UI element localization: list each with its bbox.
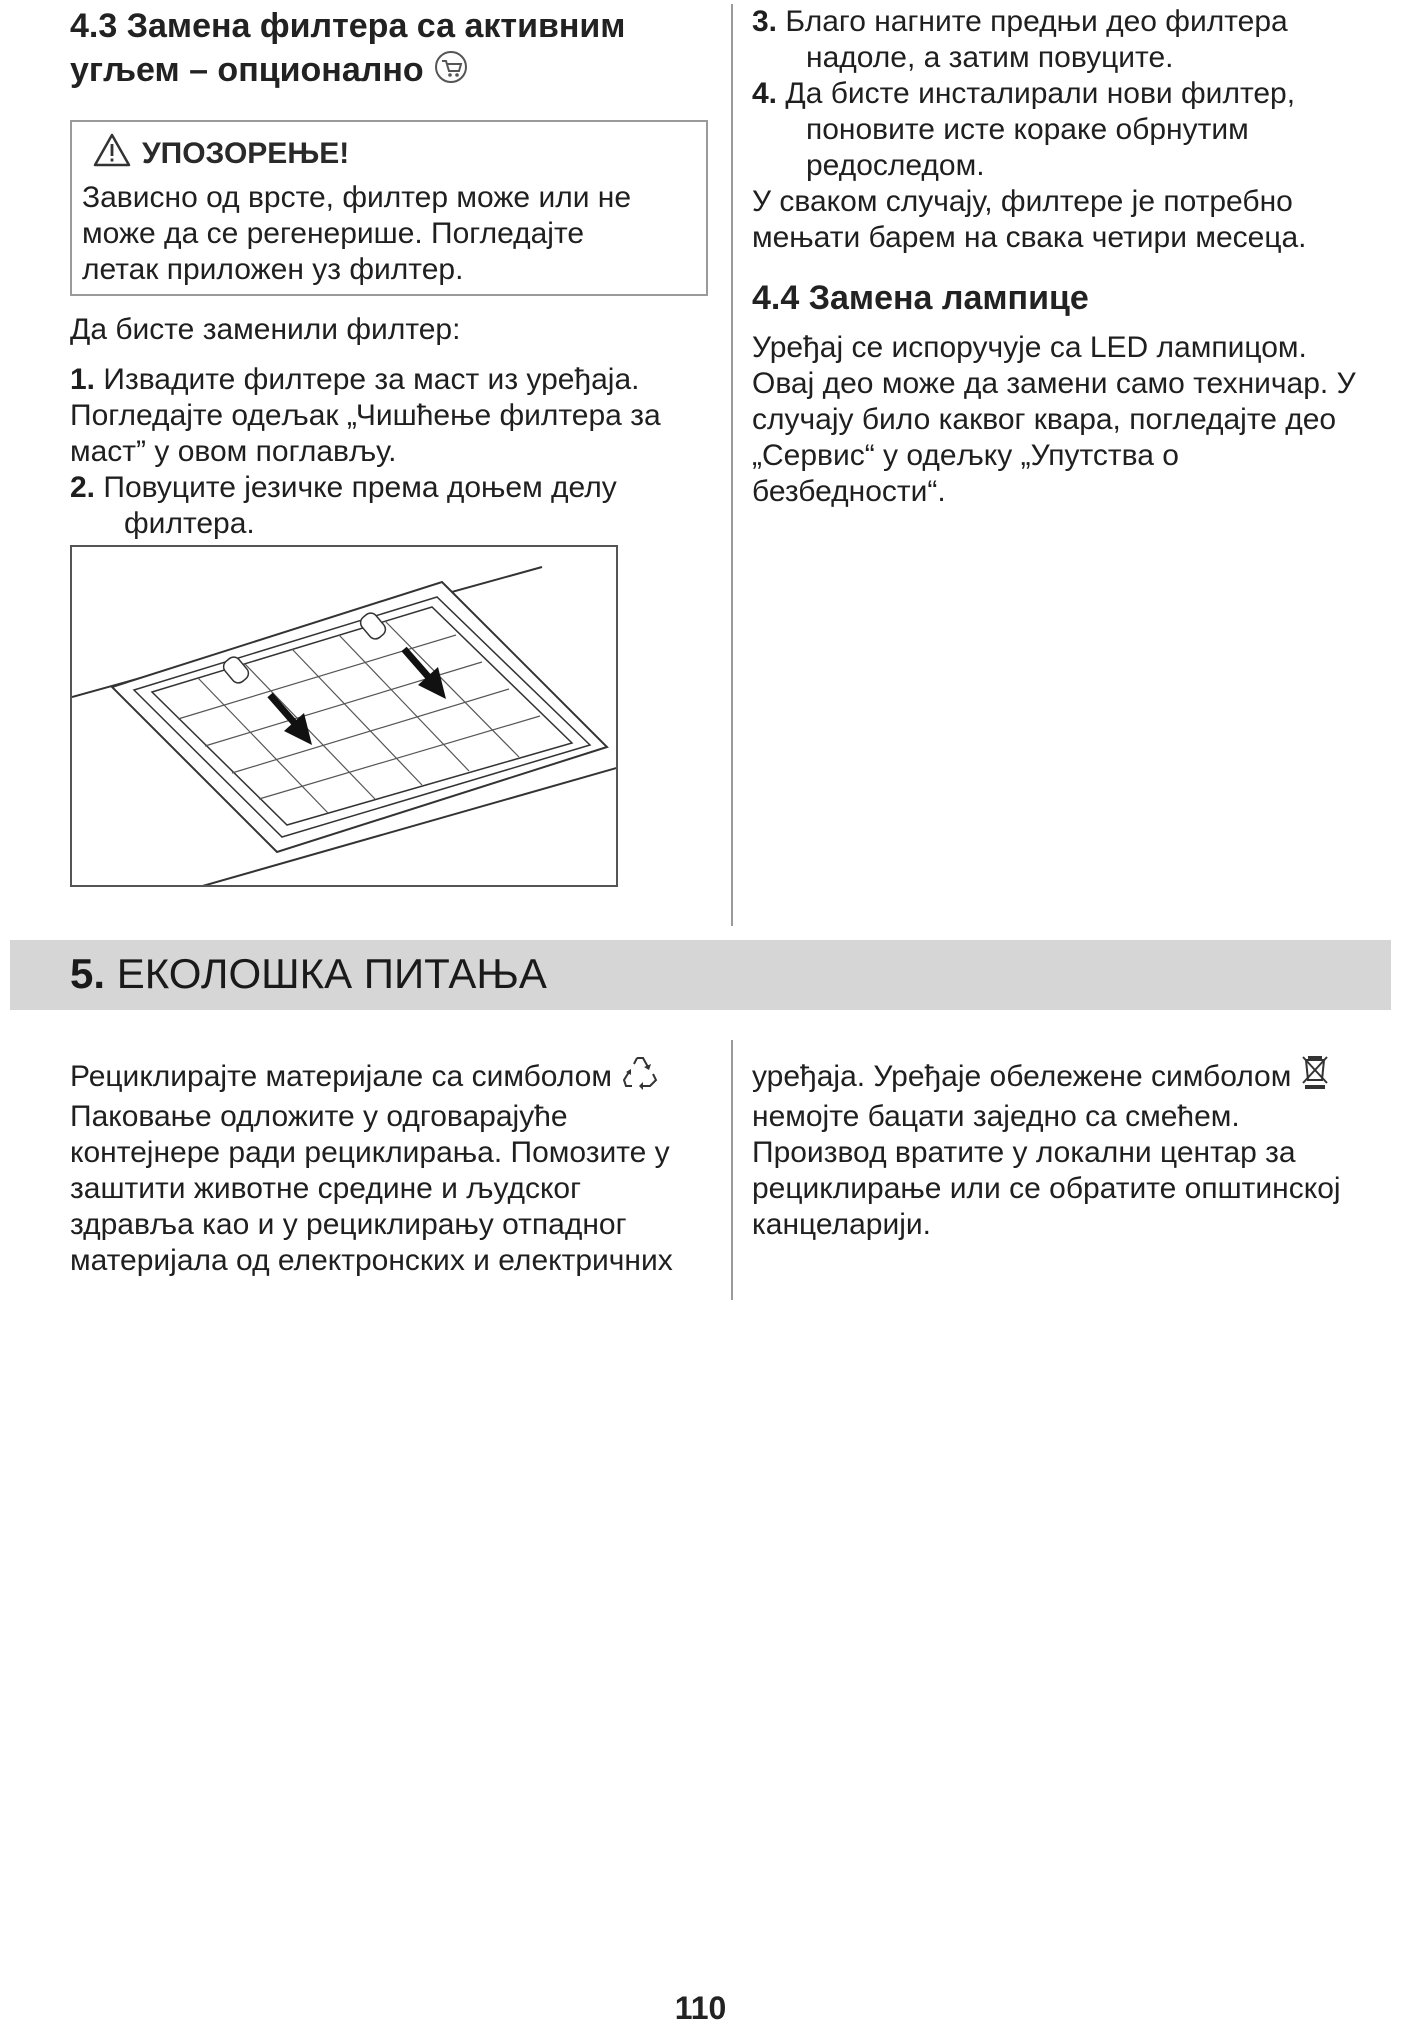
step-3	[752, 4, 1392, 40]
column-divider-bottom	[731, 1040, 733, 1300]
lamp-line: Уређај се испоручује са LED лампицом.	[752, 331, 1307, 364]
section-5-title-text: ЕКОЛОШКА ПИТАЊА	[116, 950, 547, 997]
step-4-line: поновите исте кораке обрнутим	[806, 113, 1249, 146]
eco-line-text: уређаја. Уређаје обележене симболом	[752, 1060, 1292, 1093]
step-3-line: надоле, а затим повуците.	[806, 41, 1174, 74]
step-4-number: 4.	[752, 77, 778, 110]
eco-line: материјала од електронских и електричних	[70, 1244, 673, 1277]
section-5-right	[752, 1052, 1392, 1243]
step-2-line: филтера.	[124, 507, 255, 540]
intro-text: Да бисте заменили филтер:	[70, 313, 461, 346]
warning-title	[92, 132, 349, 176]
section-5-number: 5.	[70, 950, 106, 997]
warning-triangle-icon	[92, 132, 132, 176]
shopping-cart-icon	[433, 49, 469, 96]
step-2	[70, 470, 720, 506]
step-1-line: маст” у овом поглављу.	[70, 435, 397, 468]
eco-line: контејнере ради рециклирања. Помозите у	[70, 1136, 670, 1169]
step-2-line: Повуците језичке према доњем делу	[103, 471, 617, 504]
step-3-number: 3.	[752, 5, 778, 38]
warning-line: летак приложен уз филтер.	[82, 253, 464, 286]
note-line: У сваком случају, филтере је потребно	[752, 185, 1293, 218]
eco-line: немојте бацати заједно са смећем.	[752, 1100, 1240, 1133]
step-4-line: редоследом.	[806, 149, 985, 182]
eco-line: канцеларији.	[752, 1208, 931, 1241]
warning-title-text: УПОЗОРЕЊЕ!	[142, 137, 350, 170]
step-1-line: Извадите филтере за маст из уређаја.	[103, 363, 640, 396]
page-number: 110	[674, 1990, 727, 2026]
eco-line	[752, 1052, 1392, 1099]
eco-line	[70, 1052, 720, 1099]
step-4	[752, 76, 1392, 112]
step-1-line: Погледајте одељак „Чишћење филтера за	[70, 399, 661, 432]
warning-line: може да се регенерише. Погледајте	[82, 217, 585, 250]
eco-line: Производ вратите у локални центар за	[752, 1136, 1296, 1169]
left-steps	[70, 312, 720, 542]
lamp-line: безбедности“.	[752, 475, 946, 508]
warning-text	[82, 180, 702, 288]
column-divider-top	[731, 4, 733, 926]
heading-line-2: угљем – опционално	[70, 51, 424, 89]
eco-line: заштити животне средине и људског	[70, 1172, 582, 1205]
step-2-number: 2.	[70, 471, 96, 504]
filter-illustration	[70, 545, 618, 887]
left-column	[70, 4, 710, 96]
right-column	[752, 4, 1392, 510]
warning-line: Зависно од врсте, филтер може или не	[82, 181, 632, 214]
lamp-line: „Сервис“ у одељку „Упутства о	[752, 439, 1179, 472]
eco-line: здравља као и у рециклирању отпадног	[70, 1208, 627, 1241]
section-5-title	[70, 948, 547, 1000]
warning-box	[70, 120, 708, 296]
eco-line: рециклирање или се обратите општинској	[752, 1172, 1341, 1205]
eco-line: Паковање одложите у одговарајуће	[70, 1100, 568, 1133]
eco-line-text: Рециклирајте материјале са симболом	[70, 1060, 612, 1093]
section-4-3-heading	[70, 4, 710, 96]
step-4-line: Да бисте инсталирали нови филтер,	[785, 77, 1296, 110]
step-1	[70, 362, 720, 398]
heading-line-1: 4.3 Замена филтера са активним	[70, 7, 626, 45]
crossed-bin-icon	[1300, 1052, 1330, 1099]
section-5-left	[70, 1052, 720, 1279]
section-4-4-heading: 4.4 Замена лампице	[752, 279, 1089, 317]
recycle-icon	[620, 1052, 660, 1099]
lamp-line: Овај део може да замени само техничар. У	[752, 367, 1356, 400]
step-1-number: 1.	[70, 363, 96, 396]
note-line: мењати барем на свака четири месеца.	[752, 221, 1307, 254]
lamp-line: случају било каквог квара, погледајте део	[752, 403, 1337, 436]
section-5-band	[10, 940, 1391, 1010]
step-3-line: Благо нагните предњи део филтера	[785, 5, 1288, 38]
